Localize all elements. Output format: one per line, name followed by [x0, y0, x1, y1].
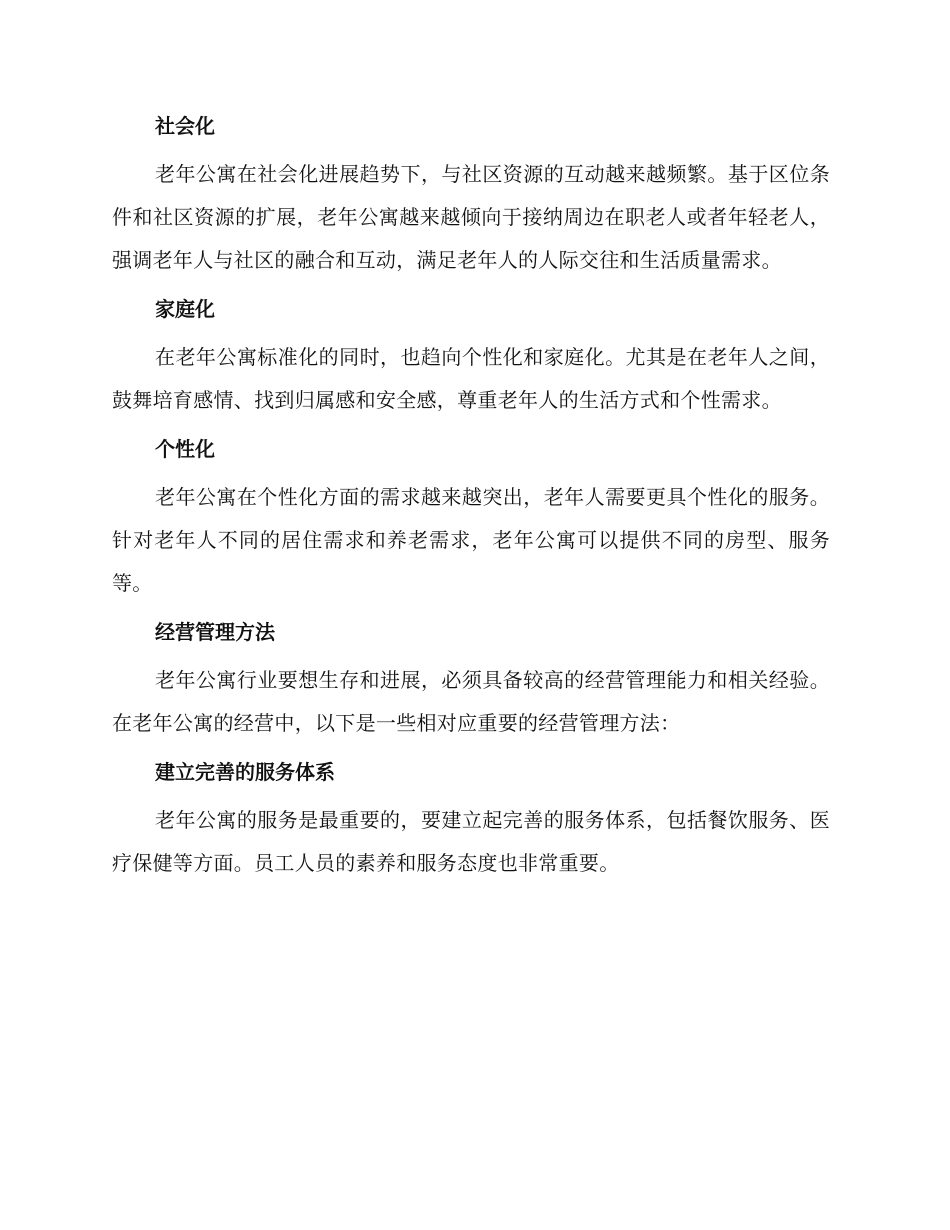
section-paragraph: 老年公寓行业要想生存和进展，必须具备较高的经营管理能力和相关经验。在老年公寓的经营中，以下是一些相对应重要的经营管理方法：	[112, 668, 830, 735]
section-heading: 建立完善的服务体系	[155, 760, 335, 784]
section-family	[112, 292, 830, 422]
section-heading: 社会化	[155, 114, 215, 138]
document-content	[112, 109, 830, 895]
section-heading: 个性化	[155, 437, 215, 461]
section-paragraph: 老年公寓在个性化方面的需求越来越突出，老年人需要更具个性化的服务。针对老年人不同的居住需求和养老需求，老年公寓可以提供不同的房型、服务等。	[112, 485, 830, 595]
section-socialization	[112, 109, 830, 282]
section-paragraph: 老年公寓在社会化进展趋势下，与社区资源的互动越来越频繁。基于区位条件和社区资源的扩展，老年公寓越来越倾向于接纳周边在职老人或者年轻老人，强调老年人与社区的融合和互动，满足老年人的人际交往和生活质量需求。	[112, 162, 830, 272]
section-service-system	[112, 755, 830, 885]
section-management-methods	[112, 615, 830, 745]
section-heading: 经营管理方法	[155, 620, 275, 644]
section-personalization	[112, 432, 830, 605]
section-paragraph: 老年公寓的服务是最重要的，要建立起完善的服务体系，包括餐饮服务、医疗保健等方面。员工人员的素养和服务态度也非常重要。	[112, 808, 830, 875]
section-paragraph: 在老年公寓标准化的同时，也趋向个性化和家庭化。尤其是在老年人之间，鼓舞培育感情、找到归属感和安全感，尊重老年人的生活方式和个性需求。	[112, 345, 830, 412]
section-heading: 家庭化	[155, 297, 215, 321]
